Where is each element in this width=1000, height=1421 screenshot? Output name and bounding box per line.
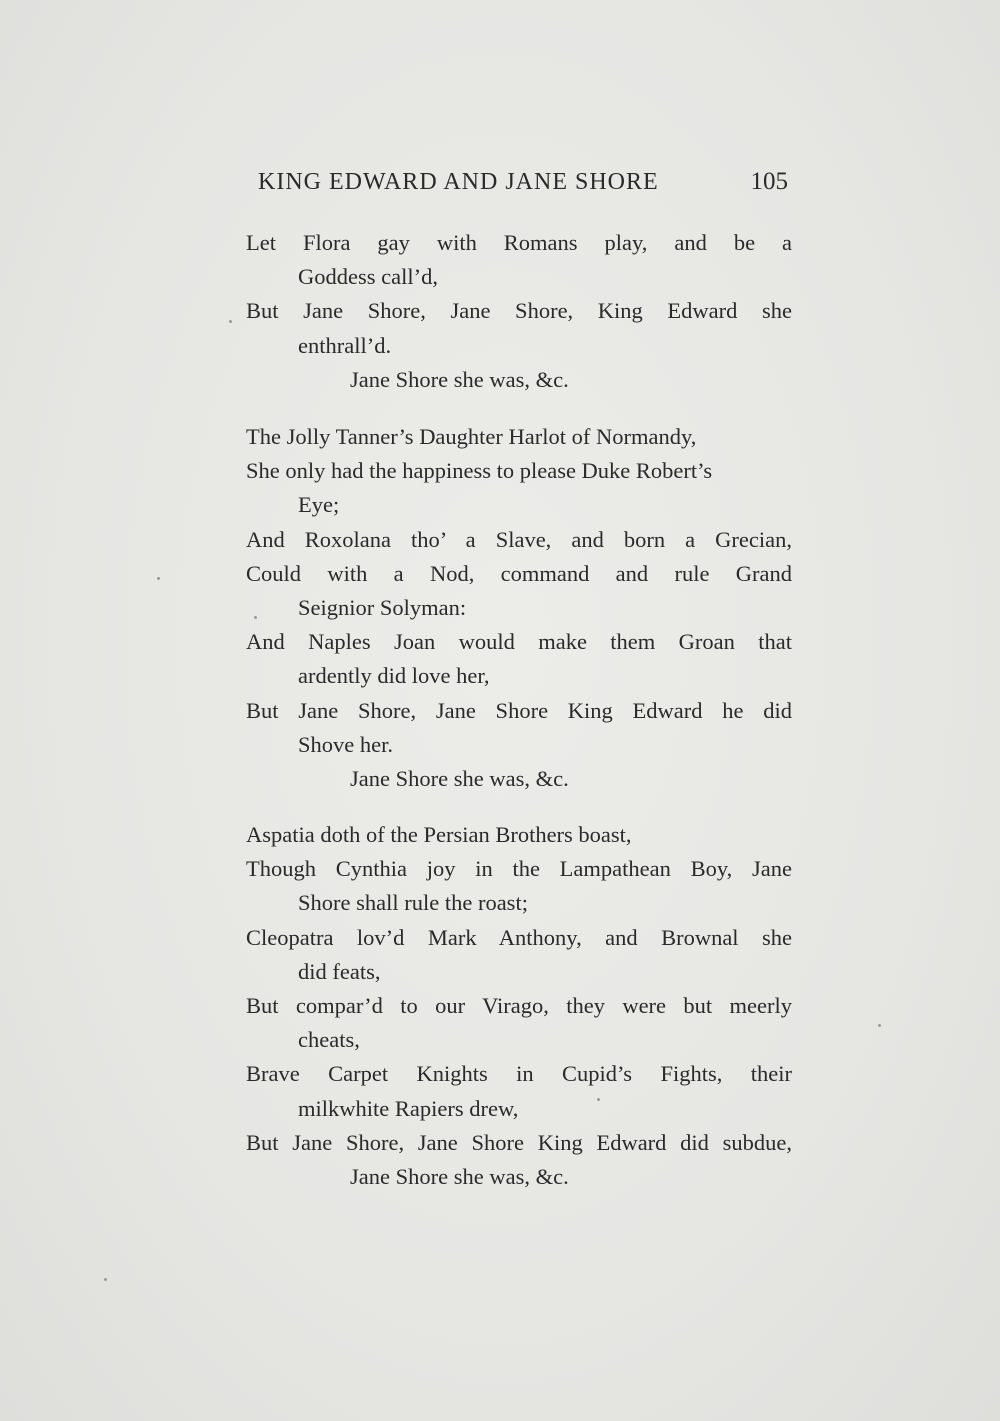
- verse-line: But Jane Shore, Jane Shore King Edward did subdue,: [246, 1129, 792, 1155]
- verse-line: But Jane Shore, Jane Shore King Edward he did: [246, 697, 792, 723]
- stanza-3: [246, 818, 792, 1194]
- verse-line: But compar’d to our Virago, they were but meerly: [246, 992, 792, 1018]
- verse-line-continuation: Seignior Solyman:: [298, 594, 467, 620]
- verse-line: The Jolly Tanner’s Daughter Harlot of Normandy,: [246, 424, 697, 449]
- verse-line: She only had the happiness to please Duke Robert’s: [246, 458, 713, 484]
- refrain-line: Jane Shore she was, &c.: [350, 1163, 569, 1189]
- verse-line: Cleopatra lov’d Mark Anthony, and Brownal she: [246, 924, 792, 950]
- refrain-line: Jane Shore she was, &c.: [350, 765, 569, 791]
- verse-line-continuation: Eye;: [298, 492, 340, 518]
- refrain-line: Jane Shore she was, &c.: [350, 366, 569, 392]
- verse-line: Brave Carpet Knights in Cupid’s Fights, their: [246, 1061, 792, 1087]
- verse-line: But Jane Shore, Jane Shore, King Edward she: [246, 298, 792, 324]
- paper-speck: [878, 1024, 881, 1027]
- paper-speck: [157, 577, 160, 580]
- paper-speck: [229, 320, 232, 323]
- verse-line-continuation: ardently did love her,: [298, 663, 490, 689]
- verse-line: And Naples Joan would make them Groan that: [246, 629, 792, 655]
- running-title: KING EDWARD AND JANE SHORE: [258, 169, 659, 195]
- paper-speck: [254, 616, 257, 619]
- page-number: 105: [750, 168, 788, 195]
- verse-line-continuation: did feats,: [298, 958, 381, 984]
- verse-line-continuation: Goddess call’d,: [298, 264, 438, 290]
- verse-line: And Roxolana tho’ a Slave, and born a Grecian,: [246, 526, 792, 552]
- verse-line: Though Cynthia joy in the Lampathean Boy, Jane: [246, 856, 792, 882]
- stanza-2: [246, 420, 792, 796]
- verse-line-continuation: Shove her.: [298, 731, 393, 757]
- verse-line: Could with a Nod, command and rule Grand: [246, 560, 792, 586]
- verse-line-continuation: milkwhite Rapiers drew,: [298, 1095, 519, 1121]
- paper-speck: [104, 1278, 107, 1281]
- stanza-1: [246, 226, 792, 397]
- verse-line: Let Flora gay with Romans play, and be a: [246, 230, 792, 255]
- verse-line-continuation: Shore shall rule the roast;: [298, 890, 528, 916]
- verse-line-continuation: cheats,: [298, 1027, 360, 1053]
- running-head: [258, 168, 788, 202]
- verse-line-continuation: enthrall’d.: [298, 332, 392, 358]
- paper-speck: [597, 1098, 600, 1101]
- verse-line: Aspatia doth of the Persian Brothers boast,: [246, 822, 632, 847]
